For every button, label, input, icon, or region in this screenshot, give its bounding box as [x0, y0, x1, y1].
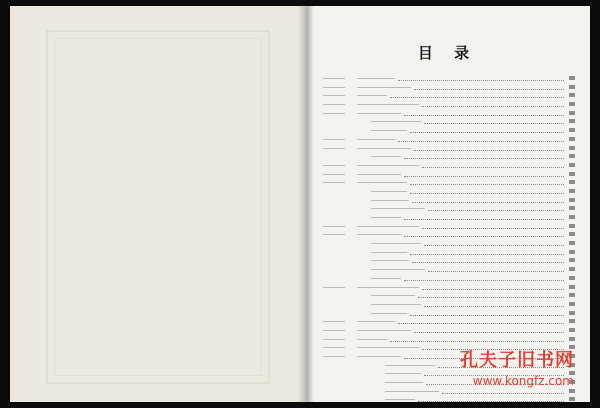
toc-entry: [323, 144, 575, 153]
watermark-url: www.kongfz.com: [472, 374, 574, 388]
toc-entry: [323, 326, 575, 335]
toc-page-number-placeholder: [569, 93, 575, 97]
toc-entry: [323, 196, 575, 205]
toc-page-number-placeholder: [569, 276, 575, 280]
book-gutter: [298, 6, 314, 402]
toc-entry: [323, 100, 575, 109]
toc-page-number-placeholder: [569, 119, 575, 123]
toc-entry-text-placeholder: [371, 130, 407, 131]
toc-page-number-placeholder: [569, 76, 575, 80]
toc-page-number-placeholder: [569, 102, 575, 106]
toc-entry-text-placeholder: [371, 121, 421, 122]
toc-page-number-placeholder: [569, 224, 575, 228]
toc-page-number-placeholder: [569, 250, 575, 254]
toc-entry-text-placeholder: [371, 269, 425, 270]
toc-entry-label-placeholder: [323, 139, 345, 140]
toc-entry-text-placeholder: [371, 260, 409, 261]
toc-entry-text-placeholder: [357, 182, 407, 183]
toc-entry-label-placeholder: [323, 321, 345, 322]
toc-entry-text-placeholder: [385, 373, 421, 374]
toc-page-number-placeholder: [569, 337, 575, 341]
toc-entry-text-placeholder: [357, 356, 401, 357]
toc-entry-label-placeholder: [323, 87, 345, 88]
toc-entry-text-placeholder: [357, 78, 395, 79]
toc-entry: [323, 161, 575, 170]
toc-entry-text-placeholder: [357, 321, 395, 322]
toc-entry-text-placeholder: [357, 165, 419, 166]
toc-entry-text-placeholder: [357, 347, 419, 348]
toc-leader-dots: [410, 251, 564, 255]
toc-leader-dots: [418, 398, 564, 402]
toc-entry-text-placeholder: [385, 391, 439, 392]
toc-page-number-placeholder: [569, 111, 575, 115]
toc-entry-text-placeholder: [371, 217, 401, 218]
toc-entry-label-placeholder: [323, 104, 345, 105]
toc-entry-label-placeholder: [323, 339, 345, 340]
toc-entry-text-placeholder: [357, 234, 401, 235]
toc-page-number-placeholder: [569, 85, 575, 89]
toc-entry-label-placeholder: [323, 182, 345, 183]
toc-entry-label-placeholder: [323, 330, 345, 331]
toc-entry: [323, 265, 575, 274]
toc-entry-text-placeholder: [371, 191, 407, 192]
toc-entry-label-placeholder: [323, 287, 345, 288]
toc-entry: [323, 135, 575, 144]
toc-leader-dots: [442, 390, 564, 394]
toc-entry: [323, 335, 575, 344]
toc-entry: [323, 291, 575, 300]
toc-entry: [323, 91, 575, 100]
toc-page-number-placeholder: [569, 232, 575, 236]
toc-entry-text-placeholder: [371, 243, 421, 244]
toc-leader-dots: [422, 286, 564, 290]
toc-entry-label-placeholder: [323, 347, 345, 348]
toc-leader-dots: [422, 164, 564, 168]
toc-entry: [323, 239, 575, 248]
toc-leader-dots: [410, 181, 564, 185]
toc-leader-dots: [424, 242, 564, 246]
watermark: [460, 346, 574, 388]
toc-page-number-placeholder: [569, 128, 575, 132]
toc-leader-dots: [404, 173, 564, 177]
toc-leader-dots: [422, 103, 564, 107]
toc-entry-text-placeholder: [357, 104, 419, 105]
toc-entry-text-placeholder: [385, 365, 435, 366]
toc-leader-dots: [404, 155, 564, 159]
left-page: [10, 6, 305, 402]
toc-leader-dots: [398, 320, 564, 324]
toc-entry-text-placeholder: [371, 304, 421, 305]
toc-entry-text-placeholder: [371, 295, 415, 296]
toc-page-number-placeholder: [569, 163, 575, 167]
toc-page-number-placeholder: [569, 154, 575, 158]
toc-entry: [323, 126, 575, 135]
toc-entry: [323, 117, 575, 126]
toc-page-number-placeholder: [569, 258, 575, 262]
toc-page-number-placeholder: [569, 198, 575, 202]
toc-entry-label-placeholder: [323, 234, 345, 235]
toc-entry: [323, 222, 575, 231]
toc-entry-label-placeholder: [323, 78, 345, 79]
toc-leader-dots: [404, 112, 564, 116]
toc-leader-dots: [414, 86, 564, 90]
toc-leader-dots: [428, 207, 564, 211]
toc-entry: [323, 178, 575, 187]
toc-leader-dots: [414, 147, 564, 151]
toc-entry-text-placeholder: [357, 330, 411, 331]
toc-entry-text-placeholder: [371, 278, 401, 279]
toc-leader-dots: [418, 294, 564, 298]
toc-page-number-placeholder: [569, 206, 575, 210]
toc-entry: [323, 317, 575, 326]
toc-entry-label-placeholder: [323, 165, 345, 166]
toc-entry: [323, 83, 575, 92]
toc-entry-text-placeholder: [371, 200, 409, 201]
toc-leader-dots: [410, 312, 564, 316]
toc-leader-dots: [422, 225, 564, 229]
toc-entry-text-placeholder: [357, 287, 419, 288]
toc-page-number-placeholder: [569, 267, 575, 271]
toc-entry-text-placeholder: [371, 208, 425, 209]
toc-leader-dots: [414, 329, 564, 333]
toc-page-number-placeholder: [569, 180, 575, 184]
toc-entry: [323, 283, 575, 292]
toc-entry-text-placeholder: [357, 113, 401, 114]
toc-page-number-placeholder: [569, 311, 575, 315]
toc-entry: [323, 395, 575, 402]
toc-leader-dots: [398, 77, 564, 81]
toc-page-number-placeholder: [569, 328, 575, 332]
toc-entry-label-placeholder: [323, 95, 345, 96]
toc-page-number-placeholder: [569, 397, 575, 401]
toc-leader-dots: [404, 277, 564, 281]
toc-page-number-placeholder: [569, 302, 575, 306]
toc-entry: [323, 152, 575, 161]
toc-entry: [323, 248, 575, 257]
toc-entry-text-placeholder: [357, 226, 419, 227]
toc-page-number-placeholder: [569, 293, 575, 297]
toc-entry-text-placeholder: [371, 252, 407, 253]
toc-leader-dots: [410, 190, 564, 194]
toc-entry-text-placeholder: [357, 87, 411, 88]
toc-entry-text-placeholder: [371, 313, 407, 314]
toc-page-number-placeholder: [569, 389, 575, 393]
book-spread: [10, 6, 590, 402]
toc-title: 目 录: [417, 44, 478, 62]
toc-page-number-placeholder: [569, 215, 575, 219]
toc-entry-text-placeholder: [357, 139, 395, 140]
toc-entry: [323, 204, 575, 213]
toc-entry-label-placeholder: [323, 113, 345, 114]
toc-page-number-placeholder: [569, 172, 575, 176]
toc-entry-text-placeholder: [385, 382, 423, 383]
toc-page-number-placeholder: [569, 137, 575, 141]
toc-entry: [323, 274, 575, 283]
toc-entry-text-placeholder: [371, 156, 401, 157]
toc-entry-label-placeholder: [323, 226, 345, 227]
toc-entry: [323, 256, 575, 265]
toc-page-number-placeholder: [569, 285, 575, 289]
toc-leader-dots: [404, 233, 564, 237]
right-page: [305, 6, 590, 402]
toc-entry: [323, 187, 575, 196]
toc-entry-label-placeholder: [323, 174, 345, 175]
toc-entry: [323, 300, 575, 309]
toc-entry-label-placeholder: [323, 148, 345, 149]
toc-entry-text-placeholder: [385, 399, 415, 400]
toc-page-number-placeholder: [569, 319, 575, 323]
faded-vertical-title: [136, 70, 166, 350]
toc-entry: [323, 170, 575, 179]
toc-leader-dots: [404, 216, 564, 220]
toc-page-number-placeholder: [569, 189, 575, 193]
toc-page-number-placeholder: [569, 241, 575, 245]
toc-entry: [323, 74, 575, 83]
toc-entry-label-placeholder: [323, 356, 345, 357]
toc-entry-text-placeholder: [357, 174, 401, 175]
toc-entry: [323, 387, 575, 396]
toc-entry-text-placeholder: [357, 148, 411, 149]
toc-leader-dots: [390, 94, 564, 98]
toc-page-number-placeholder: [569, 146, 575, 150]
toc-entry-text-placeholder: [357, 95, 387, 96]
toc-entry: [323, 109, 575, 118]
toc-leader-dots: [412, 199, 564, 203]
toc-leader-dots: [390, 338, 564, 342]
toc-leader-dots: [424, 303, 564, 307]
toc-leader-dots: [424, 120, 564, 124]
toc-entry: [323, 230, 575, 239]
toc-leader-dots: [412, 259, 564, 263]
toc-entry-text-placeholder: [357, 339, 387, 340]
toc-leader-dots: [428, 268, 564, 272]
toc-entry: [323, 309, 575, 318]
toc-leader-dots: [410, 129, 564, 133]
toc-entry: [323, 213, 575, 222]
toc-leader-dots: [398, 138, 564, 142]
watermark-logo: 孔夫子旧书网: [460, 350, 574, 371]
